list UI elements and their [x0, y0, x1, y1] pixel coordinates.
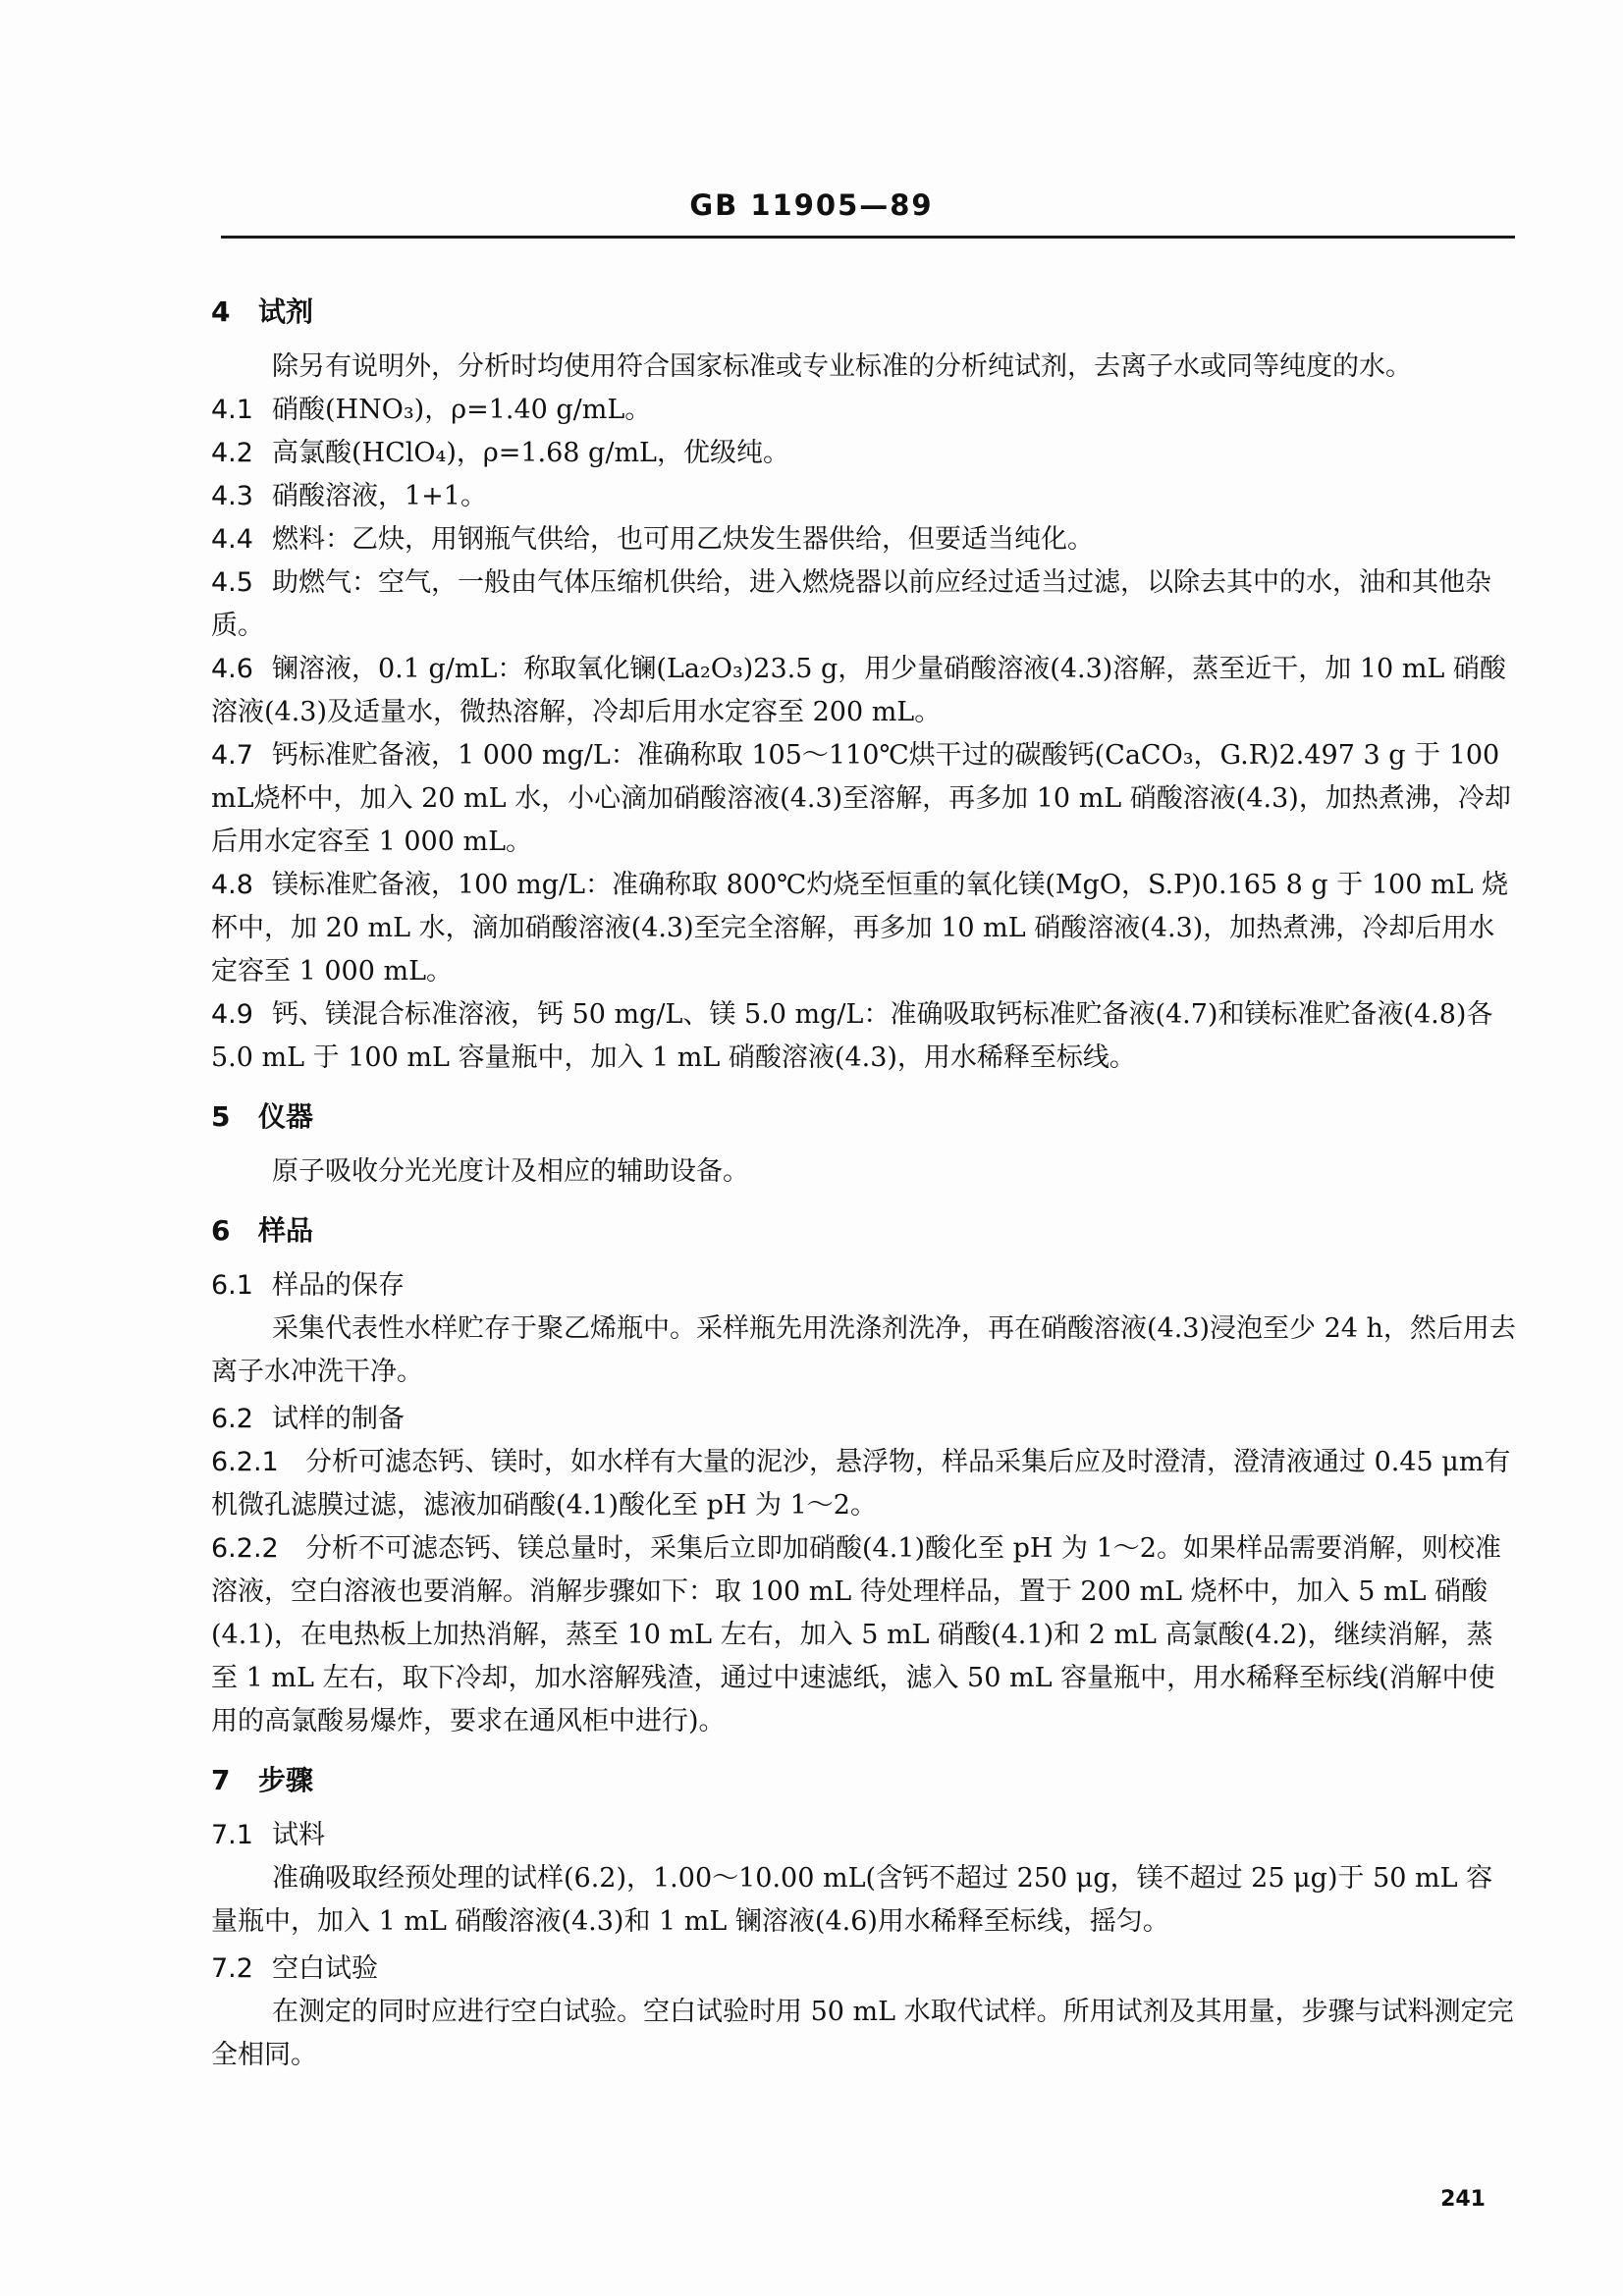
page-number: 241: [1440, 2187, 1486, 2212]
item-number: 6.2.2: [211, 1533, 279, 1564]
subsection-7-2-text: 在测定的同时应进行空白试验。空白试验时用 50 mL 水取代试样。所用试剂及其用量，步骤与试料测定完全相同。: [211, 1997, 1514, 2070]
subsection-6-1-heading: [211, 1264, 1517, 1308]
section-5-number: 5: [211, 1100, 231, 1133]
item-number: 4.9: [211, 999, 253, 1030]
item-text: 钙标准贮备液，1 000 mg/L：准确称取 105～110℃烘干过的碳酸钙(CaCO₃，G.R)2.497 3 g 于 100 mL烧杯中，加入 20 mL 水，小心滴加硝酸溶液(4.3)至溶解，再多加 10 mL 硝酸溶液(4.3)，加热煮沸，冷却后用水定容至 1 000 mL。: [211, 740, 1511, 857]
item-text: 助燃气：空气，一般由气体压缩机供给，进入燃烧器以前应经过适当过滤，以除去其中的水，油和其他杂质。: [211, 567, 1491, 641]
section-5-heading: [211, 1095, 1517, 1139]
item-number: 4.3: [211, 481, 253, 511]
subsection-title: 试样的制备: [272, 1404, 405, 1434]
section-5-title: 仪器: [258, 1100, 314, 1133]
item-text: 镧溶液，0.1 g/mL：称取氧化镧(La₂O₃)23.5 g，用少量硝酸溶液(4.3)溶解，蒸至近干，加 10 mL 硝酸溶液(4.3)及适量水，微热溶解，冷却后用水定容至 200 mL。: [211, 654, 1506, 727]
subsection-6-1-text: 采集代表性水样贮存于聚乙烯瓶中。采样瓶先用洗涤剂洗净，再在硝酸溶液(4.3)浸泡至少 24 h，然后用去离子水冲洗干净。: [211, 1313, 1516, 1387]
item-6-2-1: [211, 1441, 1517, 1527]
section-6-title: 样品: [258, 1214, 314, 1247]
item-text: 硝酸溶液，1+1。: [272, 481, 487, 511]
section-4-number: 4: [211, 295, 231, 328]
item-text: 分析可滤态钙、镁时，如水样有大量的泥沙，悬浮物，样品采集后应及时澄清，澄清液通过 0.45 μm有机微孔滤膜过滤，滤液加硝酸(4.1)酸化至 pH 为 1～2。: [211, 1447, 1511, 1521]
item-number: 4.4: [211, 524, 253, 555]
item-text: 分析不可滤态钙、镁总量时，采集后立即加硝酸(4.1)酸化至 pH 为 1～2。如果样品需要消解，则校准溶液，空白溶液也要消解。消解步骤如下：取 100 mL 待处理样品，置于 200 mL 烧杯中，加入 5 mL 硝酸(4.1)，在电热板上加热消解，蒸至 10 mL 左右，加入 5 mL 硝酸(4.1)和 2 mL 高氯酸(4.2)，继续消解，蒸至 1 mL 左右，取下冷却，加水溶解残渣，通过中速滤纸，滤入 50 mL 容量瓶中，用水稀释至标线(消解中使用的高氯酸易爆炸，要求在通风柜中进行)。: [211, 1533, 1501, 1736]
subsection-number: 6.2: [211, 1404, 253, 1434]
item-4-3: [211, 475, 1517, 518]
item-text: 镁标准贮备液，100 mg/L：准确称取 800℃灼烧至恒重的氧化镁(MgO，S.P)0.165 8 g 于 100 mL 烧杯中，加 20 mL 水，滴加硝酸溶液(4.3)至完全溶解，再多加 10 mL 硝酸溶液(4.3)，加热煮沸，冷却后用水定容至 1 000 mL。: [211, 870, 1509, 987]
section-5-text: 原子吸收分光光度计及相应的辅助设备。: [272, 1156, 749, 1187]
page-content: [211, 275, 1517, 2077]
item-4-6: [211, 648, 1517, 734]
subsection-7-1-heading: [211, 1814, 1517, 1857]
subsection-6-2-heading: [211, 1398, 1517, 1441]
item-4-8: [211, 864, 1517, 993]
section-7-title: 步骤: [258, 1764, 314, 1796]
subsection-title: 试料: [272, 1820, 325, 1850]
item-4-5: [211, 561, 1517, 648]
subsection-number: 6.1: [211, 1270, 253, 1301]
section-7-number: 7: [211, 1764, 231, 1796]
item-text: 高氯酸(HClO₄)，ρ=1.68 g/mL，优级纯。: [272, 438, 789, 468]
item-6-2-2: [211, 1527, 1517, 1743]
subsection-number: 7.1: [211, 1820, 253, 1850]
item-number: 4.5: [211, 567, 253, 598]
item-4-2: [211, 432, 1517, 475]
item-number: 4.6: [211, 654, 253, 684]
section-4-intro: 除另有说明外，分析时均使用符合国家标准或专业标准的分析纯试剂，去离子水或同等纯度的水。: [272, 351, 1412, 382]
section-6-heading: [211, 1209, 1517, 1253]
item-number: 4.8: [211, 870, 253, 900]
item-text: 燃料：乙炔，用钢瓶气供给，也可用乙炔发生器供给，但要适当纯化。: [272, 524, 1094, 555]
item-number: 6.2.1: [211, 1447, 279, 1477]
subsection-number: 7.2: [211, 1953, 253, 1984]
section-4-title: 试剂: [258, 295, 314, 328]
section-4-heading: [211, 291, 1517, 334]
section-7-heading: [211, 1759, 1517, 1802]
item-number: 4.1: [211, 395, 253, 425]
subsection-7-1-text: 准确吸取经预处理的试样(6.2)，1.00～10.00 mL(含钙不超过 250 μg，镁不超过 25 μg)于 50 mL 容量瓶中，加入 1 mL 硝酸溶液(4.3)和 1 mL 镧溶液(4.6)用水稀释至标线，摇匀。: [211, 1863, 1493, 1937]
item-text: 硝酸(HNO₃)，ρ=1.40 g/mL。: [272, 395, 652, 425]
section-6-number: 6: [211, 1214, 231, 1247]
item-4-4: [211, 518, 1517, 561]
subsection-title: 样品的保存: [272, 1270, 405, 1301]
item-number: 4.7: [211, 740, 253, 771]
subsection-title: 空白试验: [272, 1953, 378, 1984]
item-4-1: [211, 389, 1517, 432]
item-4-9: [211, 993, 1517, 1080]
subsection-7-2-heading: [211, 1948, 1517, 1991]
item-number: 4.2: [211, 438, 253, 468]
standard-code: GB 11905—89: [689, 188, 934, 222]
item-4-7: [211, 734, 1517, 864]
item-text: 钙、镁混合标准溶液，钙 50 mg/L、镁 5.0 mg/L：准确吸取钙标准贮备液(4.7)和镁标准贮备液(4.8)各 5.0 mL 于 100 mL 容量瓶中，加入 1 mL 硝酸溶液(4.3)，用水稀释至标线。: [211, 999, 1493, 1073]
header-rule: [221, 236, 1515, 239]
